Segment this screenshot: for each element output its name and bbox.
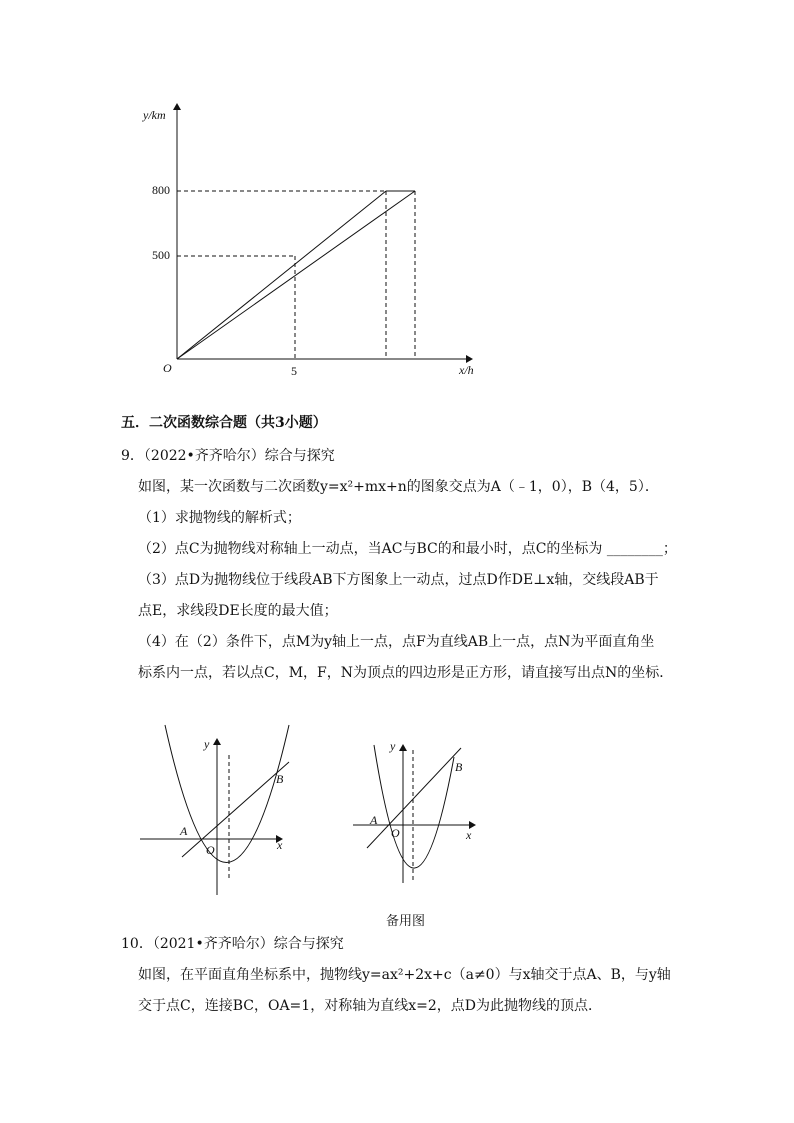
x-axis-label: x/h <box>459 363 474 377</box>
q10-source: 10．（2021•齐齐哈尔）综合与探究 <box>121 936 344 952</box>
y-axis-label: y/km <box>143 108 166 122</box>
q9-part2: （2）点C为抛物线对称轴上一动点，当AC与BC的和最小时，点C的坐标为 ________； <box>138 541 677 557</box>
q9-figure-main <box>140 725 289 895</box>
origin-label: O <box>163 361 172 375</box>
q9-part4a: （4）在（2）条件下，点M为y轴上一点，点F为直线AB上一点，点N为平面直角坐 <box>138 634 655 650</box>
fig1-origin-label: O <box>206 843 215 857</box>
x-tick-5: 5 <box>291 364 297 378</box>
fig2-x-label: x <box>466 828 472 842</box>
y-tick-500: 500 <box>152 248 170 262</box>
distance-time-graph <box>0 0 794 400</box>
q9-part1: （1）求抛物线的解析式； <box>138 510 301 526</box>
fig2-y-label: y <box>390 739 396 753</box>
fig1-parabola <box>165 725 289 863</box>
q9-part3b: 点E，求线段DE长度的最大值； <box>138 603 338 619</box>
backup-caption: 备用图 <box>386 914 426 929</box>
fig1-a-label: A <box>180 824 188 838</box>
fig1-line-ab <box>182 762 289 857</box>
fig2-parabola <box>374 745 454 868</box>
fig1-b-label: B <box>276 772 284 786</box>
fig1-x-label: x <box>277 838 283 852</box>
q9-part3a: （3）点D为抛物线位于线段AB下方图象上一动点，过点D作DE⊥x轴，交线段AB于 <box>138 572 659 588</box>
fig2-line-ab <box>367 748 461 848</box>
fig2-a-label: A <box>370 813 378 827</box>
line-slow <box>177 191 415 359</box>
q10-line1: 如图，在平面直角坐标系中，抛物线y=ax²+2x+c（a≠0）与x轴交于点A、B，与y轴 <box>138 967 671 983</box>
q9-figures <box>0 715 794 905</box>
q9-source: 9．（2022•齐齐哈尔）综合与探究 <box>121 448 335 464</box>
fig1-y-label: y <box>204 737 210 751</box>
fig2-b-label: B <box>455 760 463 774</box>
y-tick-800: 800 <box>152 183 170 197</box>
line-fast <box>177 191 386 359</box>
q10-line2: 交于点C，连接BC，OA=1，对称轴为直线x=2，点D为此抛物线的顶点． <box>138 998 602 1014</box>
section-heading: 五．二次函数综合题（共3小题） <box>121 415 327 431</box>
q9-part4b: 标系内一点，若以点C，M，F，N为顶点的四边形是正方形，请直接写出点N的坐标． <box>138 665 674 681</box>
fig2-origin-label: O <box>391 826 400 840</box>
q9-intro: 如图，某一次函数与二次函数y=x²+mx+n的图象交点为A（﹣1，0），B（4，5）． <box>138 479 659 495</box>
